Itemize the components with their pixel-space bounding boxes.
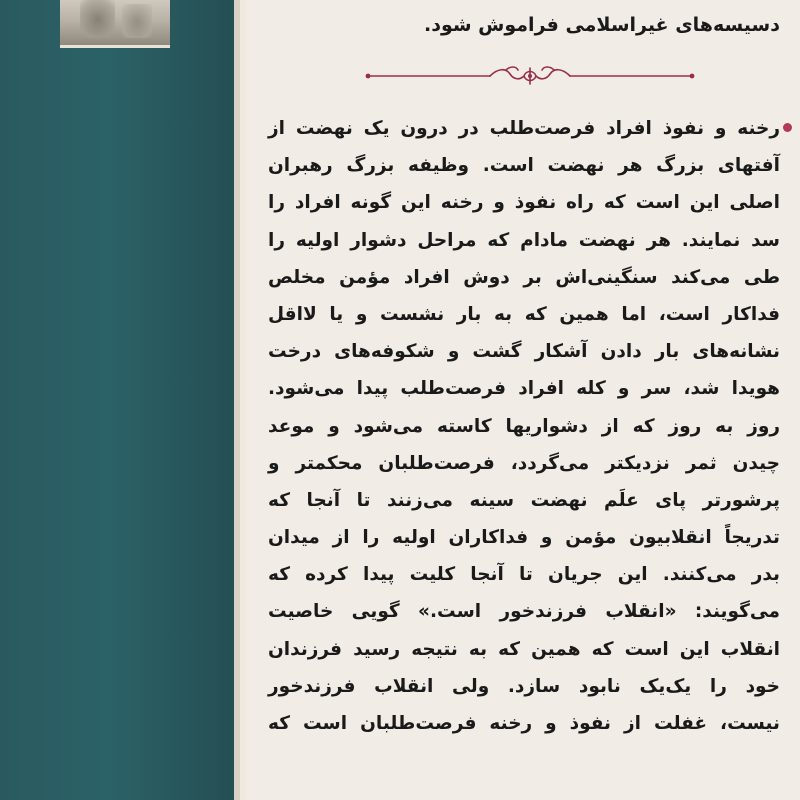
body-paragraph [268,110,780,742]
body-line: می‌گویند: «انقلاب فرزندخور است.» گویی خاصیت [268,601,780,623]
body-line: هویدا شد، سر و کله افراد فرصت‌طلب پیدا می‌شود. [268,378,780,400]
body-line: رخنه و نفوذ افراد فرصت‌طلب در درون یک نهضت از [268,118,780,139]
decorative-divider-icon [360,64,700,88]
cover-side-band [0,0,240,800]
body-line: اصلی این است که راه نفوذ و رخنه این گونه افراد را [268,192,780,214]
body-line: سد نمایند. هر نهضت مادام که مراحل دشوار اولیه را [268,229,780,251]
body-line: آفتهای بزرگ هر نهضت است. وظیفه بزرگ رهبران [268,155,780,177]
body-line: نیست، غفلت از نفوذ و رخنه فرصت‌طلبان است که [268,713,780,734]
body-line: خود را یک‌یک نابود سازد. ولی انقلاب فرزندخور [268,675,780,697]
body-line: فداکار است، اما همین که به بار نشست و یا لااقل [268,303,780,325]
body-line: انقلاب این است که همین که به نتیجه رسید فرزندان [268,638,780,660]
body-line: تدریجاً انقلابیون مؤمن و فداکاران اولیه را از میدان [268,527,780,549]
top-text-line: دسیسه‌های غیراسلامی فراموش شود. [423,14,780,36]
body-line: روز به روز که از دشواریها کاسته می‌شود و موعد [268,415,780,437]
bullet-dot-icon [783,123,792,132]
body-line: طی می‌کند سنگینی‌اش بر دوش افراد مؤمن مخلص [268,266,780,288]
body-line: نشانه‌های بار دادن آشکار گشت و شکوفه‌های درخت [268,341,780,363]
body-line: چیدن ثمر نزدیکتر می‌گردد، فرصت‌طلبان محکمتر و [268,452,780,474]
author-photo [60,0,170,48]
body-line: پرشورتر پای علَم نهضت سینه می‌زنند تا آنجا که [268,489,780,511]
body-line: بدر می‌کنند. این جریان تا آنجا کلیت پیدا کرده که [268,564,780,586]
